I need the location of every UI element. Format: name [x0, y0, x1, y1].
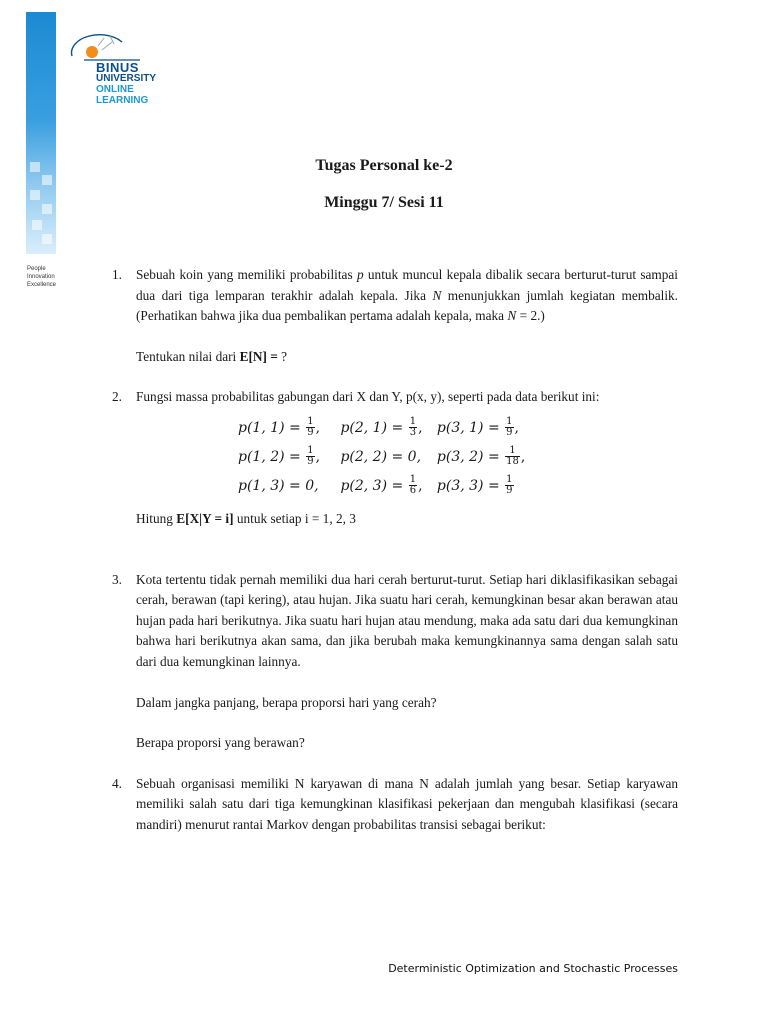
question-text: Sebuah koin yang memiliki probabilitas p untuk muncul kepala dibalik secara berturut-turut sampai dua dari tiga lemparan terakhir adalah kepala. Jika N menunjukkan jumlah kegiatan membalik. (Perhatikan bahwa jika dua pembalikan pertama adalah kepala, maka N = 2.)	[136, 267, 679, 324]
question-text: Kota tertentu tidak pernah memiliki dua hari cerah berturut-turut. Setiap hari diklasifikasikan sebagai cerah, berawan (tapi kering), atau hujan. Jika suatu hari cerah, kemungkinan besar akan berawan atau hujan pada hari berikutnya. Jika suatu hari hujan atau mendung, maka ada satu dari dua kemungkinan bahwa hari berikutnya akan sama, dan jika berubah maka kemungkinannya sama dengan salah satu dari dua kemungkinan lainnya.	[136, 571, 678, 669]
question-number: 3.	[112, 571, 122, 587]
pmf-formula: p(1, 1) = $\frac{1}{9}$ , p(2, 1) = $\frac{1}{3}$ , p(3, 1) = $\frac{1}{9}$ , p(1, 2) = $\frac{1}{9}$ , p(2, 2) = 0, p(3, 2) = $\frac{1}{18}$ , p(1, 3) = 0, p(2, 3) = $\frac{1}{6}$ , p(3, 3) = $\frac{1}{9}$	[238, 416, 526, 497]
question-3	[112, 570, 678, 754]
brand-strip	[26, 12, 56, 254]
question-text: Sebuah organisasi memiliki N karyawan di mana N adalah jumlah yang besar. Setiap karyawan memiliki salah satu dari tiga kemungkinan klasifikasi pekerjaan dan mengubah klasifikasi (secara mandiri) menurut rantai Markov dengan probabilitas transisi sebagai berikut:	[136, 775, 678, 832]
question-number: 1.	[112, 267, 122, 282]
question-4	[112, 774, 678, 836]
question-2	[112, 387, 678, 529]
question-text: Fungsi massa probabilitas gabungan dari X dan Y, p(x, y), seperti pada data berikut ini:	[136, 389, 600, 405]
question-number: 2.	[112, 389, 122, 405]
page-subtitle: Minggu 7/ Sesi 11	[324, 194, 444, 211]
logo-wordmark: BINUS UNIVERSITY ONLINE LEARNING	[96, 60, 157, 106]
brand-tagline: People Innovation Excellence	[27, 266, 57, 288]
question-ask-1: Dalam jangka panjang, berapa proporsi hari yang cerah?	[136, 694, 437, 710]
question-ask-2: Berapa proporsi yang berawan?	[136, 735, 305, 751]
question-number: 4.	[112, 775, 122, 791]
question-ask: Tentukan nilai dari E[N] = ?	[136, 348, 288, 364]
page-title: Tugas Personal ke-2	[315, 157, 453, 174]
question-ask: Hitung E[X|Y = i] untuk setiap i = 1, 2, 3	[136, 510, 356, 526]
footer-course-name: Deterministic Optimization and Stochastic Processes	[388, 962, 678, 975]
question-1	[112, 265, 678, 367]
assignment-content	[112, 265, 678, 836]
